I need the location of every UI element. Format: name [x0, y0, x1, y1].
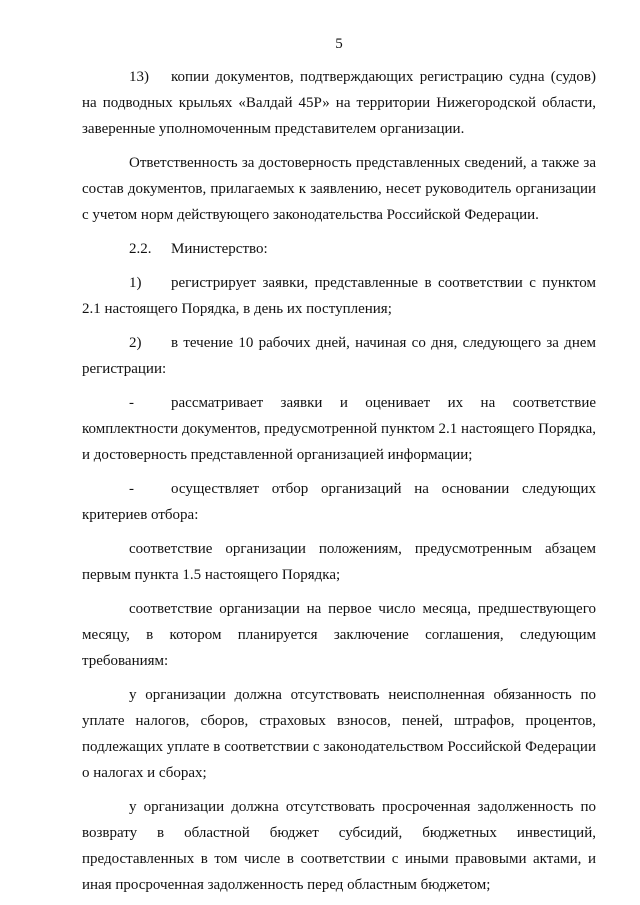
paragraph	[82, 536, 596, 588]
paragraph	[82, 330, 596, 382]
paragraph	[82, 596, 596, 674]
list-marker: 2.2.	[129, 241, 152, 257]
paragraph-text: рассматривает заявки и оценивает их на соответствие комплектности документов, предусмотренной пунктом 2.1 настоящего Порядка, и достоверность представленной организацией информации;	[82, 395, 596, 463]
paragraph	[82, 390, 596, 468]
list-marker: -	[129, 395, 134, 411]
document-body	[82, 64, 596, 898]
paragraph	[82, 682, 596, 786]
paragraph	[82, 794, 596, 898]
paragraph-text: соответствие организации положениям, предусмотренным абзацем первым пункта 1.5 настоящего Порядка;	[82, 541, 596, 583]
paragraph	[82, 150, 596, 228]
paragraph	[82, 236, 596, 262]
paragraph	[82, 270, 596, 322]
paragraph-text: регистрирует заявки, представленные в соответствии с пунктом 2.1 настоящего Порядка, в день их поступления;	[82, 275, 596, 317]
paragraph-text: Ответственность за достоверность представленных сведений, а также за состав документов, прилагаемых к заявлению, несет руководитель организации с учетом норм действующего законодательства Российской Федерации.	[82, 155, 596, 223]
list-marker: 13)	[129, 69, 149, 85]
paragraph	[82, 64, 596, 142]
paragraph	[82, 476, 596, 528]
paragraph-text: у организации должна отсутствовать неисполненная обязанность по уплате налогов, сборов, страховых взносов, пеней, штрафов, процентов, подлежащих уплате в соответствии с законодательством Российской Федерации о налогах и сборах;	[82, 687, 596, 781]
list-marker: 2)	[129, 335, 142, 351]
paragraph-text: копии документов, подтверждающих регистрацию судна (судов) на подводных крыльях «Валдай 45Р» на территории Нижегородской области, заверенные уполномоченным представителем организации.	[82, 69, 596, 137]
paragraph-text: у организации должна отсутствовать просроченная задолженность по возврату в областной бюджет субсидий, бюджетных инвестиций, предоставленных в том числе в соответствии с иными правовыми актами, и иная просроченная задолженность перед областным бюджетом;	[82, 799, 596, 893]
paragraph-text: Министерство:	[171, 241, 268, 257]
page-number: 5	[335, 36, 343, 52]
paragraph-text: соответствие организации на первое число месяца, предшествующего месяцу, в котором планируется заключение соглашения, следующим требованиям:	[82, 601, 596, 669]
list-marker: -	[129, 481, 134, 497]
list-marker: 1)	[129, 275, 142, 291]
paragraph-text: осуществляет отбор организаций на основании следующих критериев отбора:	[82, 481, 596, 523]
paragraph-text: в течение 10 рабочих дней, начиная со дня, следующего за днем регистрации:	[82, 335, 596, 377]
